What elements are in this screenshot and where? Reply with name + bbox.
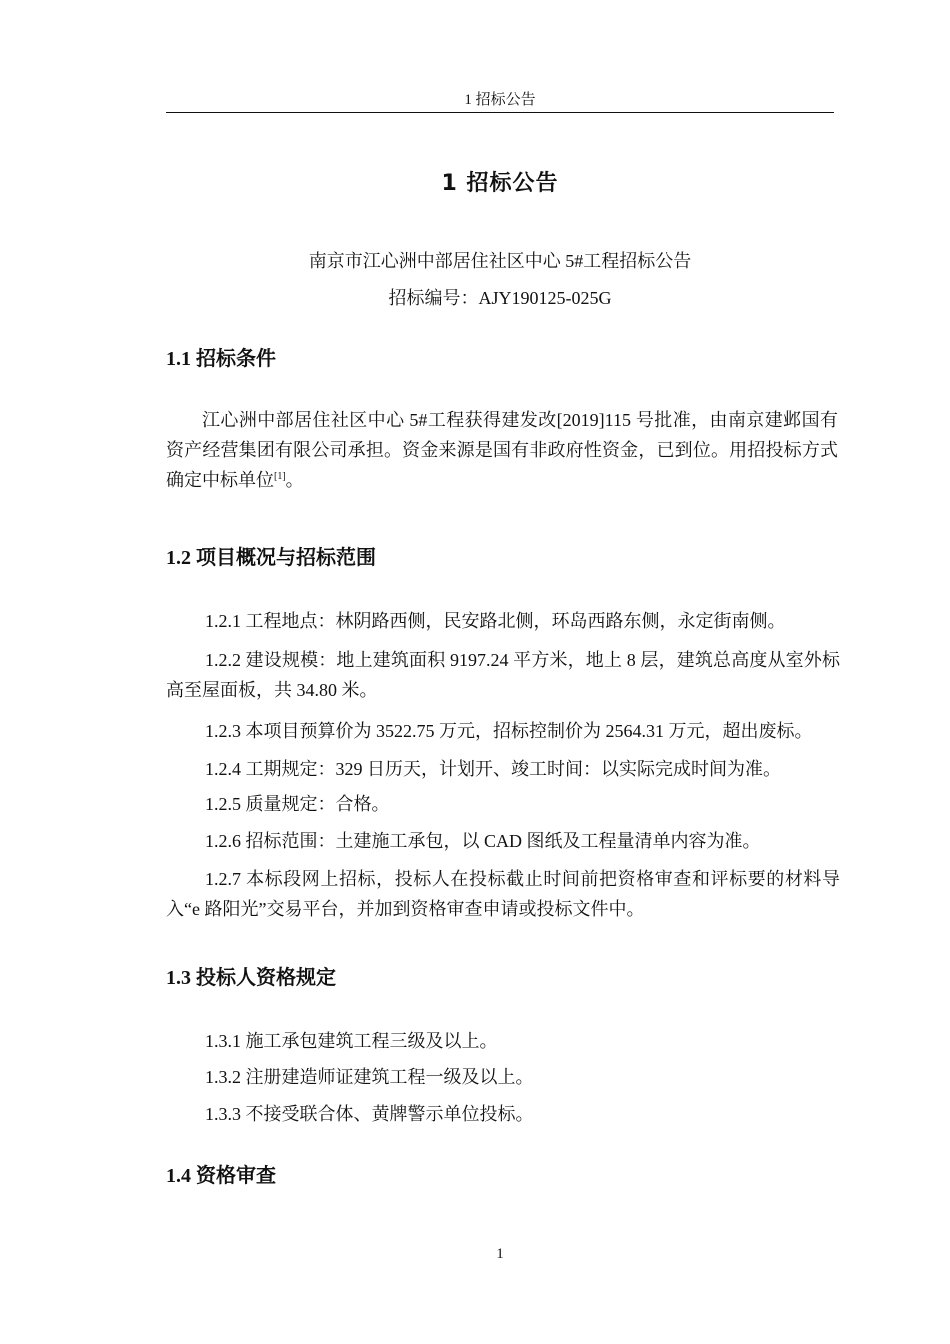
item-1-2-6: 1.2.6 招标范围：土建施工承包，以 CAD 图纸及工程量清单内容为准。 (205, 831, 761, 851)
item-1-3-3: 1.3.3 不接受联合体、黄牌警示单位投标。 (205, 1104, 534, 1124)
item-1-3-1: 1.3.1 施工承包建筑工程三级及以上。 (205, 1031, 498, 1051)
item-1-2-4: 1.2.4 工期规定：329 日历天，计划开、竣工时间：以实际完成时间为准。 (205, 759, 781, 779)
section-1-1-paragraph-end: 。 (285, 470, 304, 490)
section-heading-1-1: 1.1 招标条件 (166, 348, 276, 370)
item-1-2-5: 1.2.5 质量规定：合格。 (205, 794, 390, 814)
item-1-2-2: 1.2.2 建设规模：地上建筑面积 9197.24 平方米，地上 8 层，建筑总高度从室外标高至屋面板，共 34.80 米。 (166, 650, 840, 700)
announcement-subtitle: 南京市江心洲中部居住社区中心 5#工程招标公告 (308, 251, 692, 271)
item-1-2-3: 1.2.3 本项目预算价为 3522.75 万元，招标控制价为 2564.31 万元，超出废标。 (205, 721, 813, 741)
chapter-title: 1 招标公告 (441, 171, 559, 196)
section-heading-1-3: 1.3 投标人资格规定 (166, 967, 336, 989)
page-number: 1 (496, 1246, 504, 1262)
item-1-2-7: 1.2.7 本标段网上招标，投标人在投标截止时间前把资格审查和评标要的材料导入“e 路阳光”交易平台，并加到资格审查申请或投标文件中。 (166, 869, 840, 919)
item-1-3-2: 1.3.2 注册建造师证建筑工程一级及以上。 (205, 1067, 534, 1087)
section-1-1-paragraph (166, 405, 838, 495)
item-1-2-1: 1.2.1 工程地点：林阴路西侧，民安路北侧，环岛西路东侧，永定街南侧。 (205, 611, 786, 631)
header-rule (166, 112, 834, 113)
running-header: 1 招标公告 (464, 92, 536, 108)
footnote-reference[interactable]: [1] (274, 471, 286, 482)
section-heading-1-2: 1.2 项目概况与招标范围 (166, 547, 376, 569)
section-1-1-paragraph-text: 江心洲中部居住社区中心 5#工程获得建发改[2019]115 号批准，由南京建邺国有资产经营集团有限公司承担。资金来源是国有非政府性资金，已到位。用招投标方式确定中标单位 (166, 410, 838, 490)
section-heading-1-4: 1.4 资格审查 (166, 1165, 276, 1187)
bid-number: 招标编号：AJY190125-025G (388, 288, 612, 308)
